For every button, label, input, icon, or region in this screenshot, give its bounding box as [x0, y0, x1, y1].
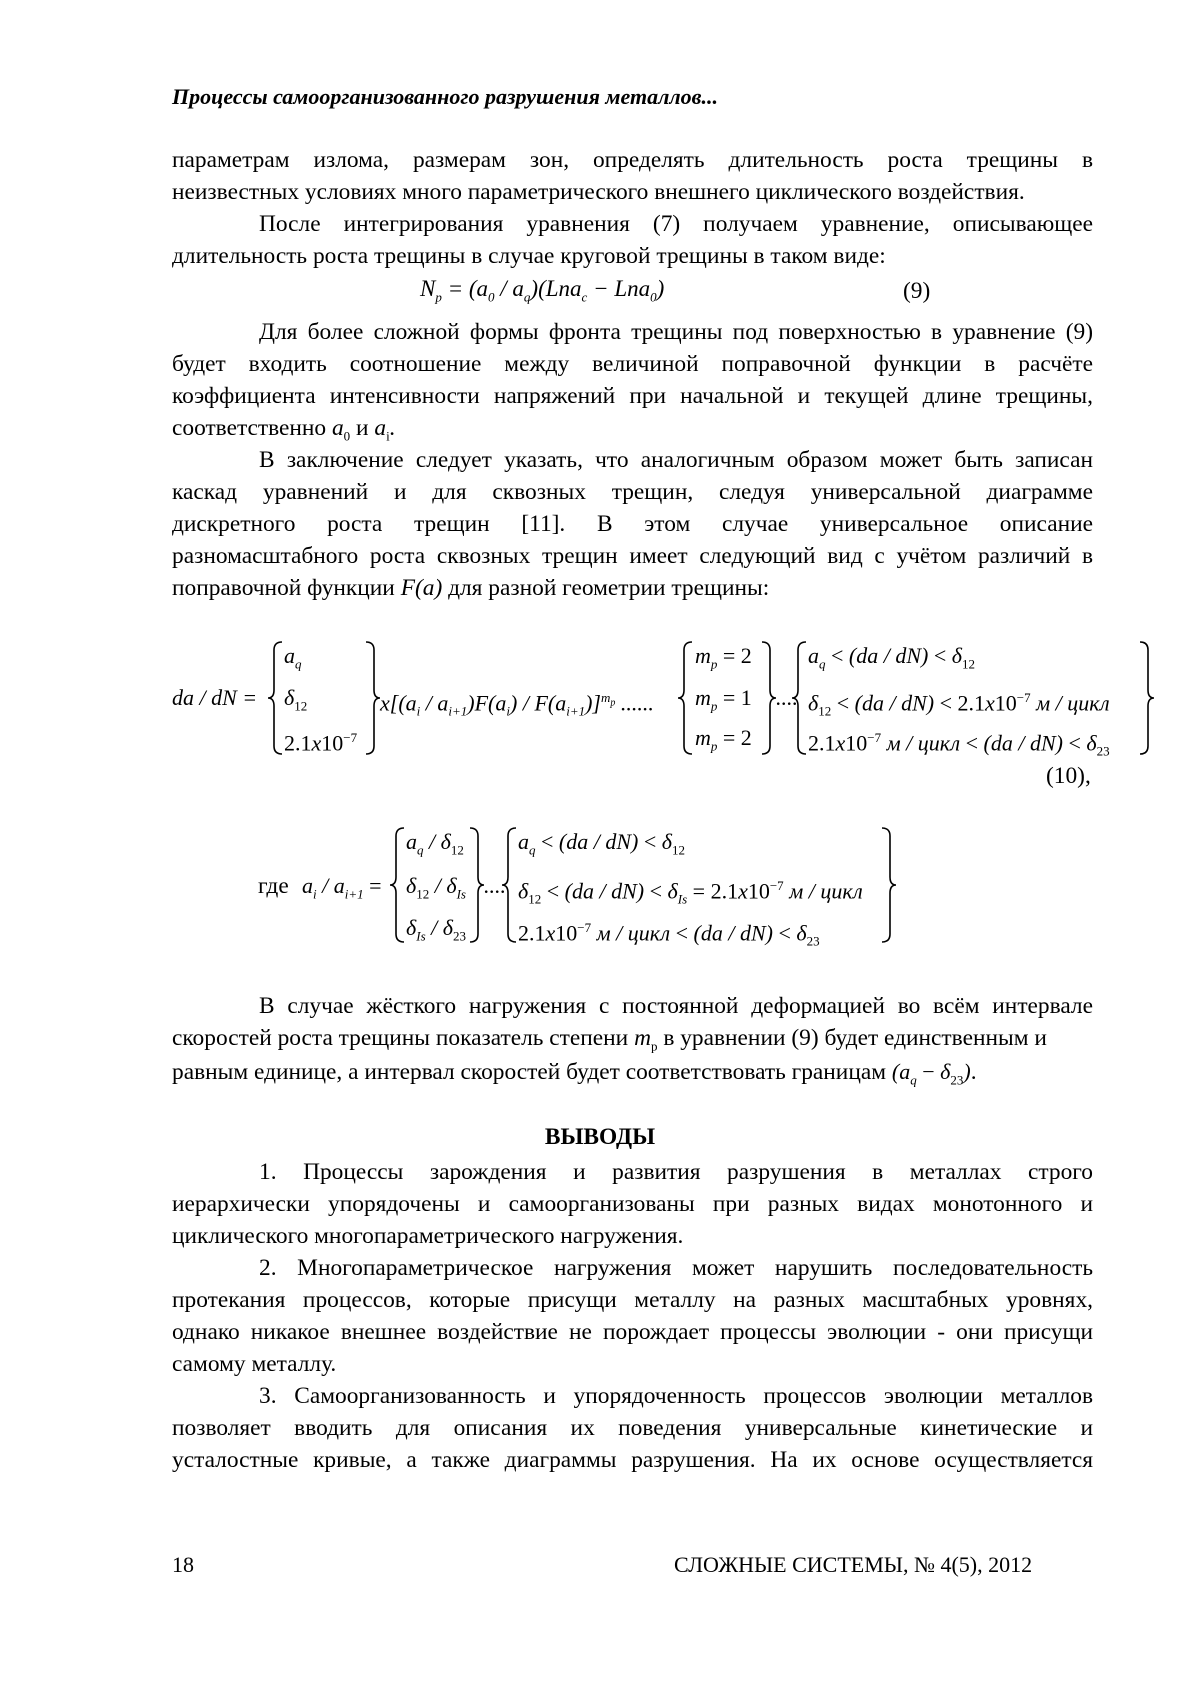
para3-line2: будет входить соотношение между величиной поправочной функции в расчёте [172, 351, 1093, 377]
para5-line2-text: скоростей роста трещины показатель степени [172, 1025, 629, 1051]
where-ratio-row2: $\delta_{12} / \delta_{Is}$ [406, 873, 466, 902]
para4-line5-tail: для разной геометрии трещины: [448, 575, 770, 601]
bounds-expression: $(a_q - \delta_{23})$ [891, 1059, 971, 1088]
para4-line3: дискретного роста трещин [11]. В этом случае универсальное описание [172, 511, 1093, 537]
eq10-right-brace-3 [1136, 640, 1156, 756]
eq10-mp-row2: $m_p = 1$ [695, 685, 752, 714]
eq10-cond-row2: $\delta_{12} < (da / dN) < 2.1x10^{-7}$ м / цикл [808, 690, 1110, 719]
where-cond-row2: $\delta_{12} < (da / dN) < \delta_{Is} = 2.1x10^{-7}$ м / цикл [518, 878, 863, 907]
para4-line1: В заключение следует указать, что аналогичным образом может быть записан [259, 447, 1093, 473]
item2-line1: 2. Многопараметрическое нагружения может нарушить последовательность [259, 1255, 1093, 1281]
eq10-left-brace-3 [790, 640, 810, 756]
where-dots: .... [484, 873, 506, 898]
eq10-row-val: $2.1x10^{-7}$ [284, 730, 358, 756]
para1-line1: параметрам излома, размерам зон, определять длительность роста трещины в [172, 147, 1093, 173]
fa-symbol: F(a) [400, 575, 443, 601]
journal-footer: СЛОЖНЫЕ СИСТЕМЫ, № 4(5), 2012 [674, 1552, 1033, 1577]
para1-line2: неизвестных условиях много параметрического внешнего циклического воздействия. [172, 179, 1025, 205]
eq10-mp-row3: $m_p = 2$ [695, 725, 752, 754]
running-header: Процессы самоорганизованного разрушения металлов... [172, 84, 718, 109]
para2-line2: длительность роста трещины в случае круговой трещины в таком виде: [172, 243, 886, 269]
para5-period: . [970, 1059, 977, 1085]
item2-line3: однако никакое внешнее воздействие не порождает процессы эволюции - они присущи [172, 1319, 1093, 1345]
eq10-row-aq: $a_q$ [284, 643, 302, 672]
para5-line2-tail: в уравнении (9) будет единственным и [663, 1025, 1047, 1051]
where-cond-row3: $2.1x10^{-7}$ м / цикл < $(da / dN) < \delta_{23}$ [518, 920, 820, 949]
where-left-brace-2 [500, 826, 520, 944]
eq10-middle: $x[(a_i / a_{i+1})F(a_i) / F(a_{i+1})]^{m_p}$ ...... [380, 690, 654, 719]
mp-symbol: $m_p$ [634, 1025, 658, 1054]
eq10-cond-row3: $2.1x10^{-7}$ м / цикл < $(da / dN) < \delta_{23}$ [808, 730, 1110, 759]
eq10-dots: .... [776, 685, 798, 710]
para4-line4: разномасштабного роста сквозных трещин имеет следующий вид с учётом различий в [172, 543, 1093, 569]
item1-line3: циклического многопараметрического нагружения. [172, 1223, 684, 1249]
para3-line1: Для более сложной формы фронта трещины под поверхностью в уравнение (9) [259, 319, 1093, 345]
equation-9: $N_p = (a_0 / a_q)(Lna_c - Lna_0)$ [420, 276, 665, 305]
para5-line3 [172, 1056, 1093, 1096]
eq10-cond-row1: $a_q < (da / dN) < \delta_{12}$ [808, 643, 976, 672]
para5-line3-text: равным единице, а интервал скоростей будет соответствовать границам [172, 1059, 887, 1085]
equation-9-number: (9) [903, 278, 931, 304]
where-right-brace-1 [466, 826, 486, 944]
where-ratio-row3: $\delta_{Is} / \delta_{23}$ [406, 915, 466, 944]
where-left-brace-1 [388, 826, 408, 944]
eq10-left-brace-2 [676, 640, 696, 756]
where-right-brace-2 [878, 826, 898, 944]
eq10-right-brace-1 [362, 640, 382, 756]
para3-line4-text: соответственно [172, 415, 327, 441]
eq10-right-brace-2 [758, 640, 778, 756]
where-ratio-row1: $a_q / \delta_{12}$ [406, 829, 464, 858]
item3-line2: позволяет вводить для описания их поведения универсальные кинетические и [172, 1415, 1093, 1441]
item1-line2: иерархически упорядочены и самоорганизованы при разных видах монотонного и [172, 1191, 1093, 1217]
item2-line4: самому металлу. [172, 1351, 337, 1377]
para3-and: и [356, 415, 369, 441]
para4-line5-text: поправочной функции [172, 575, 395, 601]
para4-line5 [172, 572, 1093, 604]
item3-line3: усталостные кривые, а также диаграммы разрушения. На их основе осуществляется [172, 1447, 1093, 1473]
conclusions-heading: ВЫВОДЫ [544, 1124, 656, 1150]
equation-10-number: (10), [1046, 763, 1091, 789]
para4-line2: каскад уравнений и для сквозных трещин, следуя универсальной диаграмме [172, 479, 1093, 505]
para2-line1: После интегрирования уравнения (7) получаем уравнение, описывающее [259, 211, 1093, 237]
where-word: где [258, 873, 289, 899]
eq10-lhs: da / dN = [172, 685, 258, 710]
para3-line3: коэффициента интенсивности напряжений при начальной и текущей длине трещины, [172, 383, 1093, 409]
page-number: 18 [172, 1552, 194, 1577]
ai-symbol: $a_i$. [374, 415, 396, 444]
where-cond-row1: $a_q < (da / dN) < \delta_{12}$ [518, 829, 686, 858]
a0-symbol: $a_0$ [331, 415, 351, 444]
item3-line1: 3. Самоорганизованность и упорядоченность процессов эволюции металлов [259, 1383, 1093, 1409]
eq10-row-delta12: $\delta_{12}$ [284, 685, 308, 714]
item2-line2: протекания процессов, которые присущи металлу на разных масштабных уровнях, [172, 1287, 1093, 1313]
eq10-mp-row1: $m_p = 2$ [695, 643, 752, 672]
item1-line1: 1. Процессы зарождения и развития разрушения в металлах строго [259, 1159, 1093, 1185]
para5-line1: В случае жёсткого нагружения с постоянной деформацией во всём интервале [259, 993, 1093, 1019]
where-lhs: $a_i / a_{i+1}$ = [302, 873, 382, 902]
eq10-left-brace-1 [266, 640, 286, 756]
